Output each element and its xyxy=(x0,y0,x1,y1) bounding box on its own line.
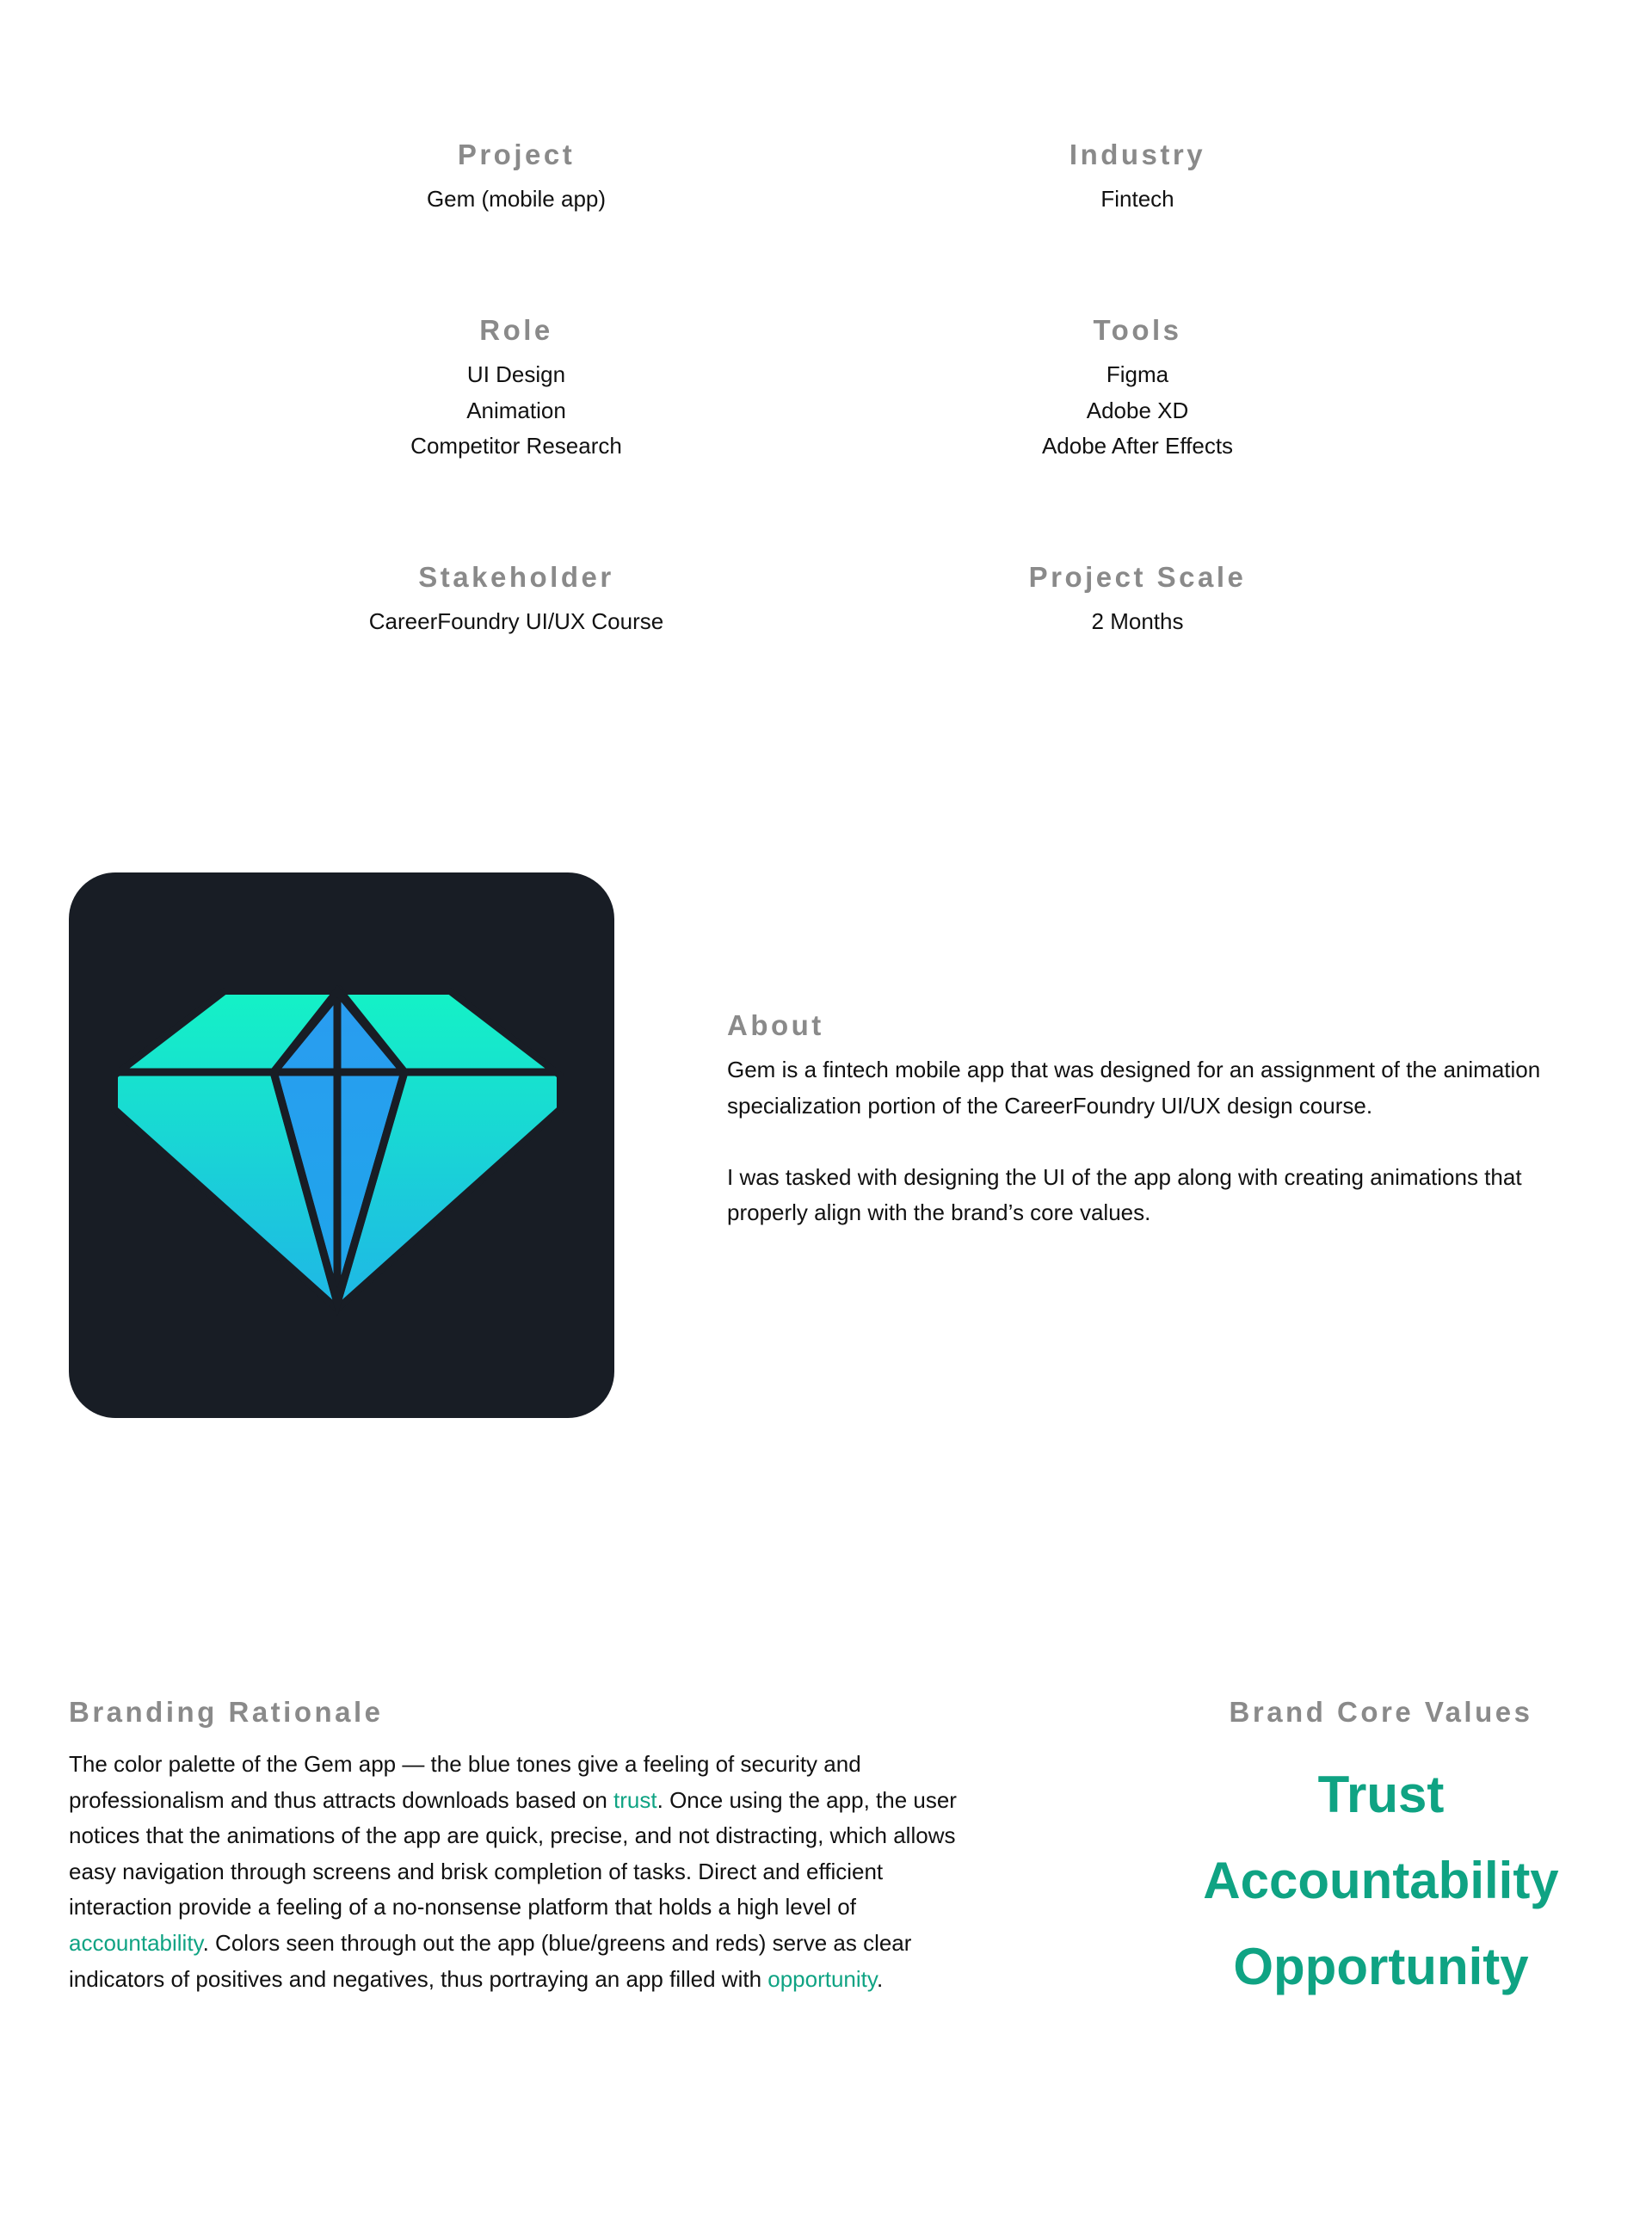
meta-role-value: UI Design xyxy=(466,361,566,387)
meta-project-value: Gem (mobile app) xyxy=(426,186,607,212)
meta-industry xyxy=(836,136,1439,218)
branding-text: The color palette of the Gem app — the blue tones give a feeling of security and professionalism and thus attracts downloads based on xyxy=(69,1751,861,1813)
meta-tools xyxy=(836,311,1439,465)
about-heading: About xyxy=(727,1009,824,1041)
branding-text: . Once using the app, the user notices that the animations of the app are quick, precise, and not distracting, which allows easy navigation through screens and brisk completion of tasks. Direct and efficient interaction provide a feeling of a no-nonsense platform that holds a high level of xyxy=(69,1786,957,1920)
core-value-opportunity: Opportunity xyxy=(1233,1938,1529,1995)
meta-project-scale-label: Project Scale xyxy=(1028,561,1247,593)
core-value-trust: Trust xyxy=(1317,1766,1445,1823)
meta-project-scale-value: 2 Months xyxy=(1091,608,1184,634)
meta-industry-value: Fintech xyxy=(1100,186,1174,212)
brand-core-values-section xyxy=(1123,1693,1639,2010)
meta-role-value: Competitor Research xyxy=(410,433,622,459)
about-paragraph: Gem is a fintech mobile app that was designed for an assignment of the animation specialization portion of the CareerFoundry UI/UX design course. xyxy=(727,1057,1541,1119)
meta-tools-value: Figma xyxy=(1106,361,1169,387)
diamond-gem-icon xyxy=(69,872,614,1418)
meta-tools-value: Adobe After Effects xyxy=(1041,433,1234,459)
core-values-list xyxy=(1123,1752,1639,2010)
branding-text: . xyxy=(876,1965,884,1992)
about-paragraph: I was tasked with designing the UI of the app along with creating animations that properly align with the brand’s core values. xyxy=(727,1163,1522,1226)
meta-stakeholder-value: CareerFoundry UI/UX Course xyxy=(368,608,664,634)
about-section xyxy=(727,1007,1605,1231)
highlight-accountability: accountability xyxy=(69,1929,203,1956)
branding-rationale-paragraph xyxy=(69,1747,985,1997)
meta-industry-label: Industry xyxy=(1069,139,1206,170)
core-value-accountability: Accountability xyxy=(1203,1852,1559,1909)
app-icon xyxy=(69,872,614,1418)
meta-project-scale xyxy=(836,558,1439,640)
meta-stakeholder-label: Stakeholder xyxy=(418,561,614,593)
meta-role-label: Role xyxy=(479,314,553,346)
branding-rationale-heading: Branding Rationale xyxy=(69,1696,384,1728)
meta-role-value: Animation xyxy=(466,397,566,423)
branding-rationale-section xyxy=(69,1693,985,1997)
meta-stakeholder xyxy=(215,558,817,640)
meta-project-label: Project xyxy=(457,139,576,170)
highlight-trust: trust xyxy=(613,1786,657,1813)
branding-text: . Colors seen through out the app (blue/greens and reds) serve as clear indicators of positives and negatives, thus portraying an app filled with xyxy=(69,1929,912,1992)
meta-tools-label: Tools xyxy=(1093,314,1182,346)
meta-project xyxy=(215,136,817,218)
highlight-opportunity: opportunity xyxy=(767,1965,877,1992)
meta-role xyxy=(215,311,817,465)
brand-core-values-heading: Brand Core Values xyxy=(1229,1696,1533,1728)
meta-tools-value: Adobe XD xyxy=(1086,397,1189,423)
